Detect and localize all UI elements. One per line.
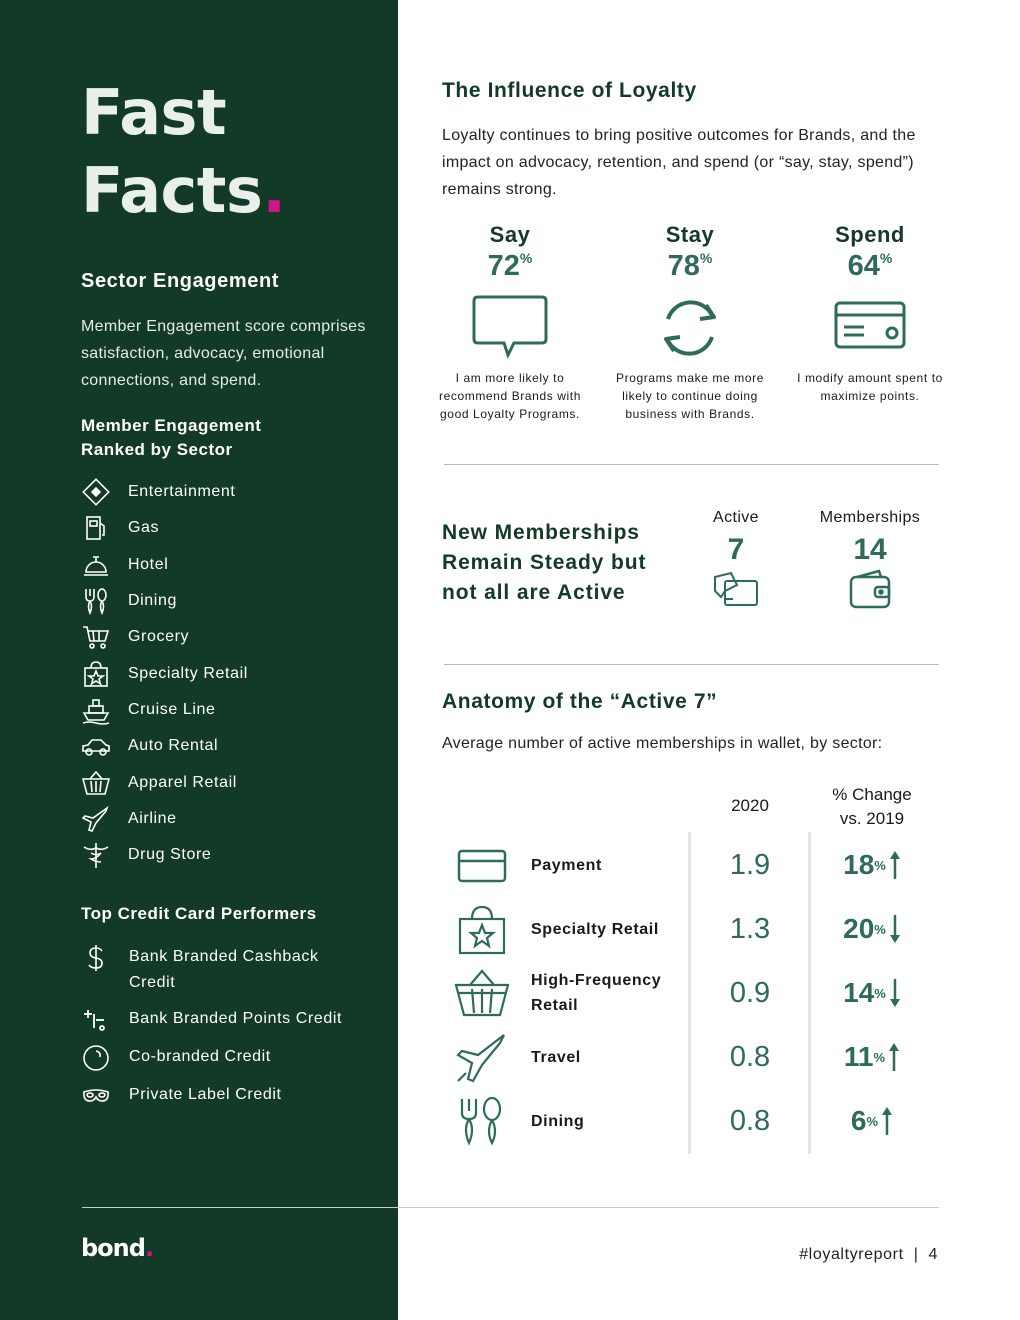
metric-unit: % bbox=[699, 250, 713, 266]
circle-icon bbox=[81, 1044, 111, 1072]
row-change bbox=[812, 835, 932, 895]
metric-label: Spend bbox=[835, 222, 905, 247]
list-item bbox=[81, 1044, 359, 1072]
metric-label: Stay bbox=[665, 222, 715, 247]
change-number: 20 bbox=[843, 913, 875, 944]
sector-label: Apparel Retail bbox=[128, 773, 237, 791]
sector-label: Gas bbox=[128, 519, 160, 537]
list-item bbox=[81, 1082, 359, 1110]
row-change bbox=[812, 1091, 932, 1151]
rank-heading-line-2: Ranked by Sector bbox=[81, 440, 233, 459]
section-divider bbox=[444, 664, 939, 665]
dollar-icon bbox=[81, 944, 111, 972]
car-icon bbox=[81, 731, 111, 761]
logo-text: bond bbox=[81, 1234, 145, 1262]
list-item bbox=[81, 728, 248, 764]
table-row bbox=[454, 1027, 934, 1087]
metric-stay bbox=[610, 222, 770, 423]
row-name: Dining bbox=[531, 1112, 585, 1130]
list-item bbox=[81, 692, 248, 728]
memberships-heading: New Memberships Remain Steady but not all are Active bbox=[442, 521, 647, 604]
metric-unit: % bbox=[519, 250, 533, 266]
sector-label: Airline bbox=[128, 809, 177, 827]
column-header-change bbox=[812, 783, 932, 831]
metric-value bbox=[790, 250, 950, 283]
sector-label: Drug Store bbox=[128, 846, 212, 864]
list-item bbox=[81, 510, 248, 546]
metric-description: I am more likely to recommend Brands with good Loyalty Programs. bbox=[439, 371, 581, 421]
list-item bbox=[81, 547, 248, 583]
change-number: 11 bbox=[843, 1041, 874, 1072]
row-name: Payment bbox=[531, 856, 602, 874]
title-dot: . bbox=[262, 154, 286, 227]
page-number: 4 bbox=[928, 1246, 938, 1263]
credit-card-icon bbox=[830, 293, 910, 363]
title-line-1: Fast bbox=[81, 76, 227, 149]
ranked-by-sector-heading bbox=[81, 414, 341, 462]
change-header-line-1: % Change bbox=[832, 785, 912, 804]
change-number: 14 bbox=[843, 977, 875, 1008]
arrow-up-icon bbox=[889, 850, 901, 880]
sector-engagement-description: Member Engagement score comprises satisfaction, advocacy, emotional connections, and spend. bbox=[81, 318, 366, 389]
footer-separator: | bbox=[913, 1246, 919, 1263]
table-row bbox=[454, 835, 934, 895]
row-name: Travel bbox=[531, 1048, 581, 1066]
bond-logo bbox=[81, 1234, 153, 1262]
column-header-2020: 2020 bbox=[731, 796, 769, 815]
title-line-2: Facts bbox=[81, 154, 263, 227]
row-change bbox=[812, 963, 932, 1023]
row-change bbox=[812, 899, 932, 959]
row-change bbox=[812, 1027, 932, 1087]
change-unit: % bbox=[866, 1113, 879, 1129]
star-bag-icon bbox=[454, 903, 510, 955]
table-row bbox=[454, 899, 934, 959]
footer-hashtag: #loyaltyreport bbox=[799, 1246, 904, 1263]
row-value: 1.9 bbox=[729, 848, 771, 881]
page-title bbox=[81, 74, 285, 230]
change-unit: % bbox=[874, 985, 886, 1001]
change-number: 6 bbox=[850, 1105, 867, 1136]
list-item bbox=[81, 801, 248, 837]
mask-icon bbox=[81, 1082, 111, 1110]
star-bag-icon bbox=[81, 659, 111, 689]
metric-number: 72 bbox=[487, 250, 520, 282]
row-name: Specialty Retail bbox=[531, 920, 659, 938]
footer-divider bbox=[82, 1207, 939, 1208]
logo-dot: . bbox=[144, 1234, 154, 1262]
credit-card-label: Private Label Credit bbox=[129, 1086, 282, 1103]
speech-bubble-icon bbox=[470, 293, 550, 363]
active-value: 7 bbox=[727, 533, 745, 566]
arrow-down-icon bbox=[889, 914, 901, 944]
airplane-icon bbox=[454, 1031, 510, 1083]
basket-icon bbox=[81, 768, 111, 798]
arrow-up-icon bbox=[881, 1106, 893, 1136]
page-footer bbox=[799, 1246, 938, 1264]
rank-heading-line-1: Member Engagement bbox=[81, 416, 262, 435]
gas-pump-icon bbox=[81, 513, 111, 543]
anatomy-heading: Anatomy of the “Active 7” bbox=[442, 690, 718, 713]
anatomy-paragraph: Average number of active memberships in wallet, by sector: bbox=[442, 735, 883, 752]
ticket-icon bbox=[81, 477, 111, 507]
list-item bbox=[81, 619, 248, 655]
change-unit: % bbox=[874, 921, 886, 937]
basket-icon bbox=[454, 967, 510, 1019]
sector-label: Dining bbox=[128, 592, 177, 610]
metric-description: Programs make me more likely to continue doing business with Brands. bbox=[616, 371, 764, 421]
sector-label: Cruise Line bbox=[128, 700, 216, 718]
change-number: 18 bbox=[843, 849, 875, 880]
service-bell-icon bbox=[81, 550, 111, 580]
metric-number: 78 bbox=[667, 250, 700, 282]
sector-engagement-heading: Sector Engagement bbox=[81, 270, 280, 292]
memberships-stat bbox=[815, 509, 925, 611]
credit-card-label: Co-branded Credit bbox=[129, 1048, 271, 1065]
metric-description: I modify amount spent to maximize points. bbox=[797, 371, 943, 403]
credit-card-heading: Top Credit Card Performers bbox=[81, 904, 317, 923]
active-stat bbox=[696, 509, 776, 611]
arrow-up-icon bbox=[888, 1042, 900, 1072]
table-row bbox=[454, 1091, 934, 1151]
list-item bbox=[81, 1006, 359, 1034]
row-value: 1.3 bbox=[729, 912, 771, 945]
metric-number: 64 bbox=[847, 250, 880, 282]
table-row bbox=[454, 963, 934, 1023]
metric-value bbox=[610, 250, 770, 283]
shopping-cart-icon bbox=[81, 622, 111, 652]
airplane-icon bbox=[81, 804, 111, 834]
sector-ranking-list bbox=[81, 474, 248, 873]
metric-value bbox=[430, 250, 590, 283]
metric-label: Say bbox=[489, 222, 531, 247]
metric-unit: % bbox=[879, 250, 893, 266]
plus-minus-icon bbox=[81, 1006, 111, 1034]
credit-card-label: Bank Branded Points Credit bbox=[129, 1010, 343, 1027]
spoon-fork-icon bbox=[454, 1095, 510, 1147]
section-divider bbox=[444, 464, 939, 465]
change-unit: % bbox=[873, 1049, 886, 1065]
credit-card-label: Bank Branded Cashback Credit bbox=[129, 948, 319, 991]
row-value: 0.9 bbox=[729, 976, 771, 1009]
row-value: 0.8 bbox=[729, 1040, 771, 1073]
influence-paragraph: Loyalty continues to bring positive outcomes for Brands, and the impact on advocacy, retention, and spend (or “say, stay, spend”) remains strong. bbox=[442, 127, 916, 198]
card-in-hand-icon bbox=[711, 569, 761, 611]
sector-label: Specialty Retail bbox=[128, 664, 248, 682]
row-name: High-Frequency Retail bbox=[531, 972, 662, 1014]
influence-heading: The Influence of Loyalty bbox=[442, 79, 697, 102]
list-item bbox=[81, 764, 248, 800]
ship-icon bbox=[81, 695, 111, 725]
memberships-label: Memberships bbox=[819, 509, 921, 526]
credit-card-list bbox=[81, 944, 359, 1120]
active-label: Active bbox=[713, 509, 759, 526]
sector-label: Entertainment bbox=[128, 483, 236, 501]
metric-spend bbox=[790, 222, 950, 405]
list-item bbox=[81, 655, 248, 691]
memberships-value: 14 bbox=[853, 533, 887, 566]
sector-label: Hotel bbox=[128, 555, 169, 573]
list-item bbox=[81, 837, 248, 873]
arrow-down-icon bbox=[889, 978, 901, 1008]
caduceus-icon bbox=[81, 840, 111, 870]
row-value: 0.8 bbox=[729, 1104, 771, 1137]
list-item bbox=[81, 583, 248, 619]
refresh-cycle-icon bbox=[650, 293, 730, 363]
spoon-fork-icon bbox=[81, 586, 111, 616]
card-icon bbox=[454, 839, 510, 891]
metric-say bbox=[430, 222, 590, 423]
wallet-icon bbox=[845, 569, 895, 611]
list-item bbox=[81, 944, 359, 996]
sector-label: Grocery bbox=[128, 628, 190, 646]
sector-label: Auto Rental bbox=[128, 737, 219, 755]
change-header-line-2: vs. 2019 bbox=[839, 809, 905, 828]
change-unit: % bbox=[874, 857, 886, 873]
list-item bbox=[81, 474, 248, 510]
left-panel bbox=[0, 0, 398, 1320]
